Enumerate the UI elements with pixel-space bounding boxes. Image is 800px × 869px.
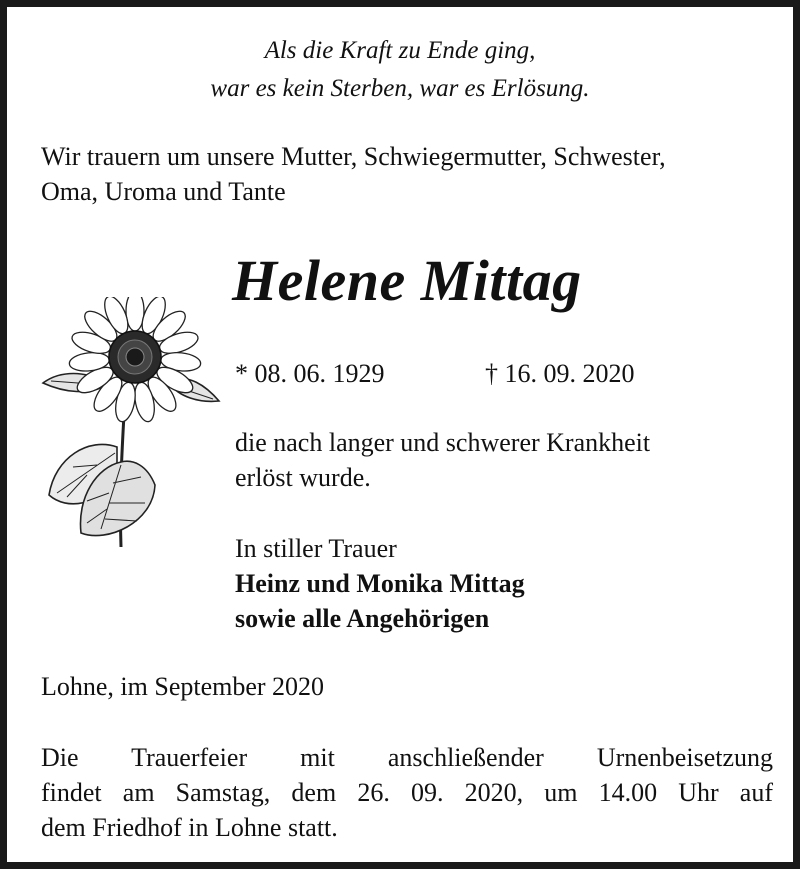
- description-line-1: die nach langer und schwerer Krankheit: [235, 428, 651, 457]
- birth-date: * 08. 06. 1929: [235, 359, 385, 388]
- mourners-line-2: sowie alle Angehörigen: [235, 604, 490, 633]
- description-line-2: erlöst wurde.: [235, 463, 371, 492]
- sunflower-icon: [37, 297, 222, 552]
- mourners-line-1: Heinz und Monika Mittag: [235, 569, 525, 598]
- mourners-intro: In stiller Trauer: [235, 534, 397, 563]
- place-date: Lohne, im September 2020: [41, 672, 325, 701]
- intro-line-1: Wir trauern um unsere Mutter, Schwiegermutter, Schwester,: [41, 142, 666, 171]
- deceased-name: Helene Mittag: [232, 248, 582, 313]
- motto-line-1: Als die Kraft zu Ende ging,: [264, 37, 536, 64]
- service-line-2: findet am Samstag, dem 26. 09. 2020, um 14.00 Uhr auf: [41, 778, 773, 807]
- service-line-3: dem Friedhof in Lohne statt.: [41, 813, 338, 842]
- intro-line-2: Oma, Uroma und Tante: [41, 177, 286, 206]
- death-date: † 16. 09. 2020: [485, 359, 635, 388]
- motto-line-2: war es kein Sterben, war es Erlösung.: [210, 75, 590, 102]
- service-line-1: Die Trauerfeier mit anschließender Urnenbeisetzung: [41, 743, 773, 772]
